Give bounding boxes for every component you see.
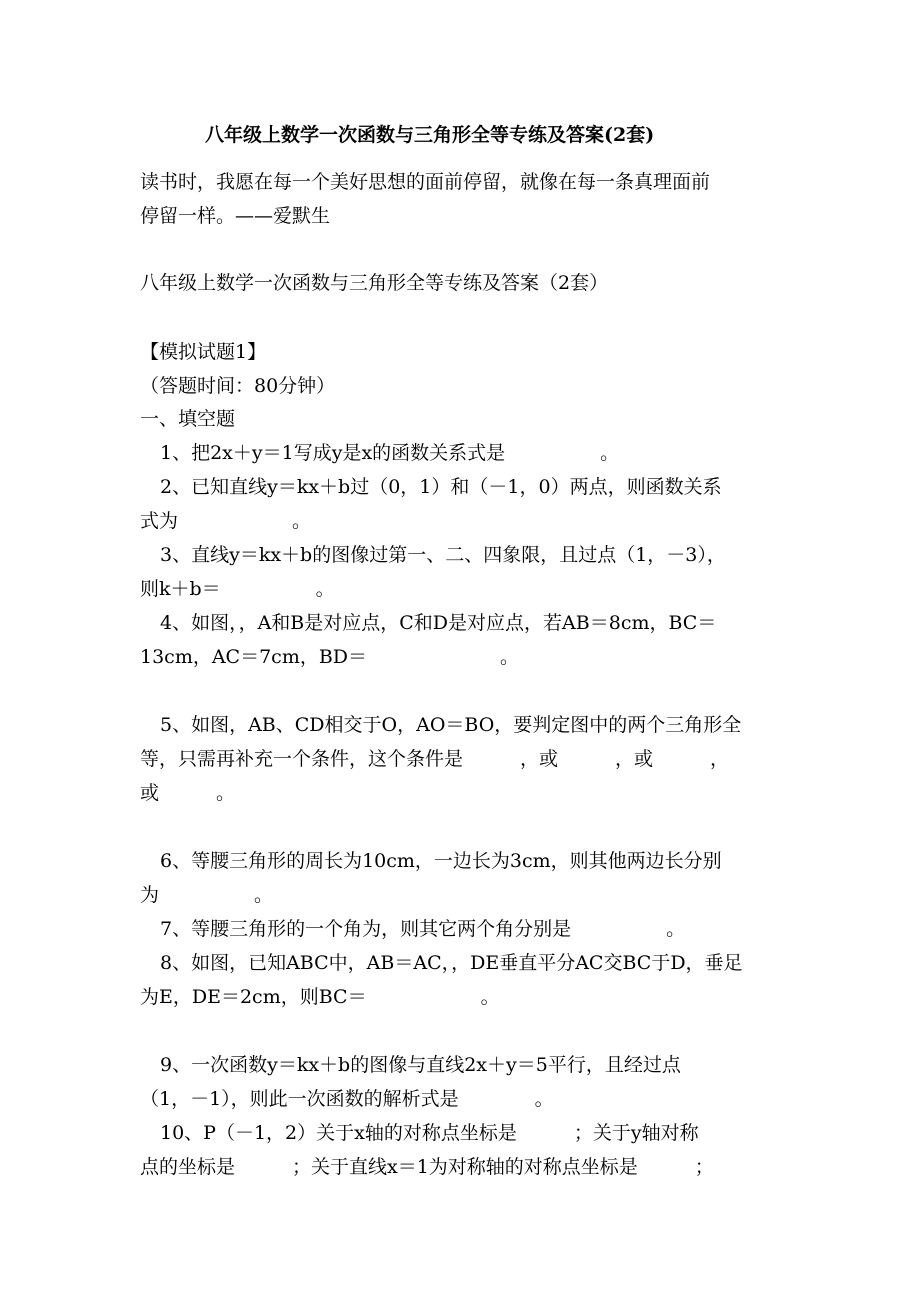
question-5-line-2: 等，只需再补充一个条件，这个条件是 ，或 ，或 ，	[140, 748, 730, 770]
question-2-line-1: 2、已知直线y＝kx＋b过（0，1）和（－1，0）两点，则函数关系	[160, 476, 722, 498]
question-10-line-1: 10、P（－1，2）关于x轴的对称点坐标是 ；关于y轴对称	[160, 1122, 699, 1144]
question-6-line-2: 为 。	[140, 884, 274, 906]
question-9-line-2: （1，－1），则此一次函数的解析式是 。	[140, 1088, 554, 1110]
question-9-line-1: 9、一次函数y＝kx＋b的图像与直线2x＋y＝5平行，且经过点	[160, 1054, 681, 1076]
quote-line-2: 停留一样。——爱默生	[140, 205, 331, 227]
time-note: （答题时间：80分钟）	[140, 375, 336, 397]
question-3-line-1: 3、直线y＝kx＋b的图像过第一、二、四象限，且过点（1，－3），	[160, 544, 726, 566]
document-title: 八年级上数学一次函数与三角形全等专练及答案(2套)	[205, 124, 655, 146]
question-2-line-2: 式为 。	[140, 510, 312, 532]
question-7: 7、等腰三角形的一个角为，则其它两个角分别是 。	[160, 918, 686, 940]
question-1: 1、把2x＋y＝1写成y是x的函数关系式是 。	[160, 442, 620, 464]
question-4-line-2: 13cm，AC＝7cm，BD＝ 。	[140, 646, 520, 668]
exam-label: 【模拟试题1】	[140, 341, 267, 363]
quote-line-1: 读书时，我愿在每一个美好思想的面前停留，就像在每一条真理面前	[140, 171, 711, 193]
document-subtitle: 八年级上数学一次函数与三角形全等专练及答案（2套）	[140, 272, 609, 294]
question-3-line-2: 则k＋b＝ 。	[140, 578, 335, 600]
question-5-line-3: 或 。	[140, 782, 236, 804]
section-heading: 一、填空题	[140, 408, 236, 430]
question-4-line-1: 4、如图，，A和B是对应点，C和D是对应点，若AB＝8cm，BC＝	[160, 612, 717, 634]
question-10-line-2: 点的坐标是 ；关于直线x＝1为对称轴的对称点坐标是 ；	[140, 1156, 714, 1178]
question-8-line-2: 为E，DE＝2cm，则BC＝ 。	[140, 986, 500, 1008]
question-5-line-1: 5、如图，AB、CD相交于O，AO＝BO，要判定图中的两个三角形全	[160, 714, 742, 736]
question-8-line-1: 8、如图，已知ABC中，AB＝AC，，DE垂直平分AC交BC于D，垂足	[160, 952, 743, 974]
question-6-line-1: 6、等腰三角形的周长为10cm，一边长为3cm，则其他两边长分别	[160, 850, 722, 872]
